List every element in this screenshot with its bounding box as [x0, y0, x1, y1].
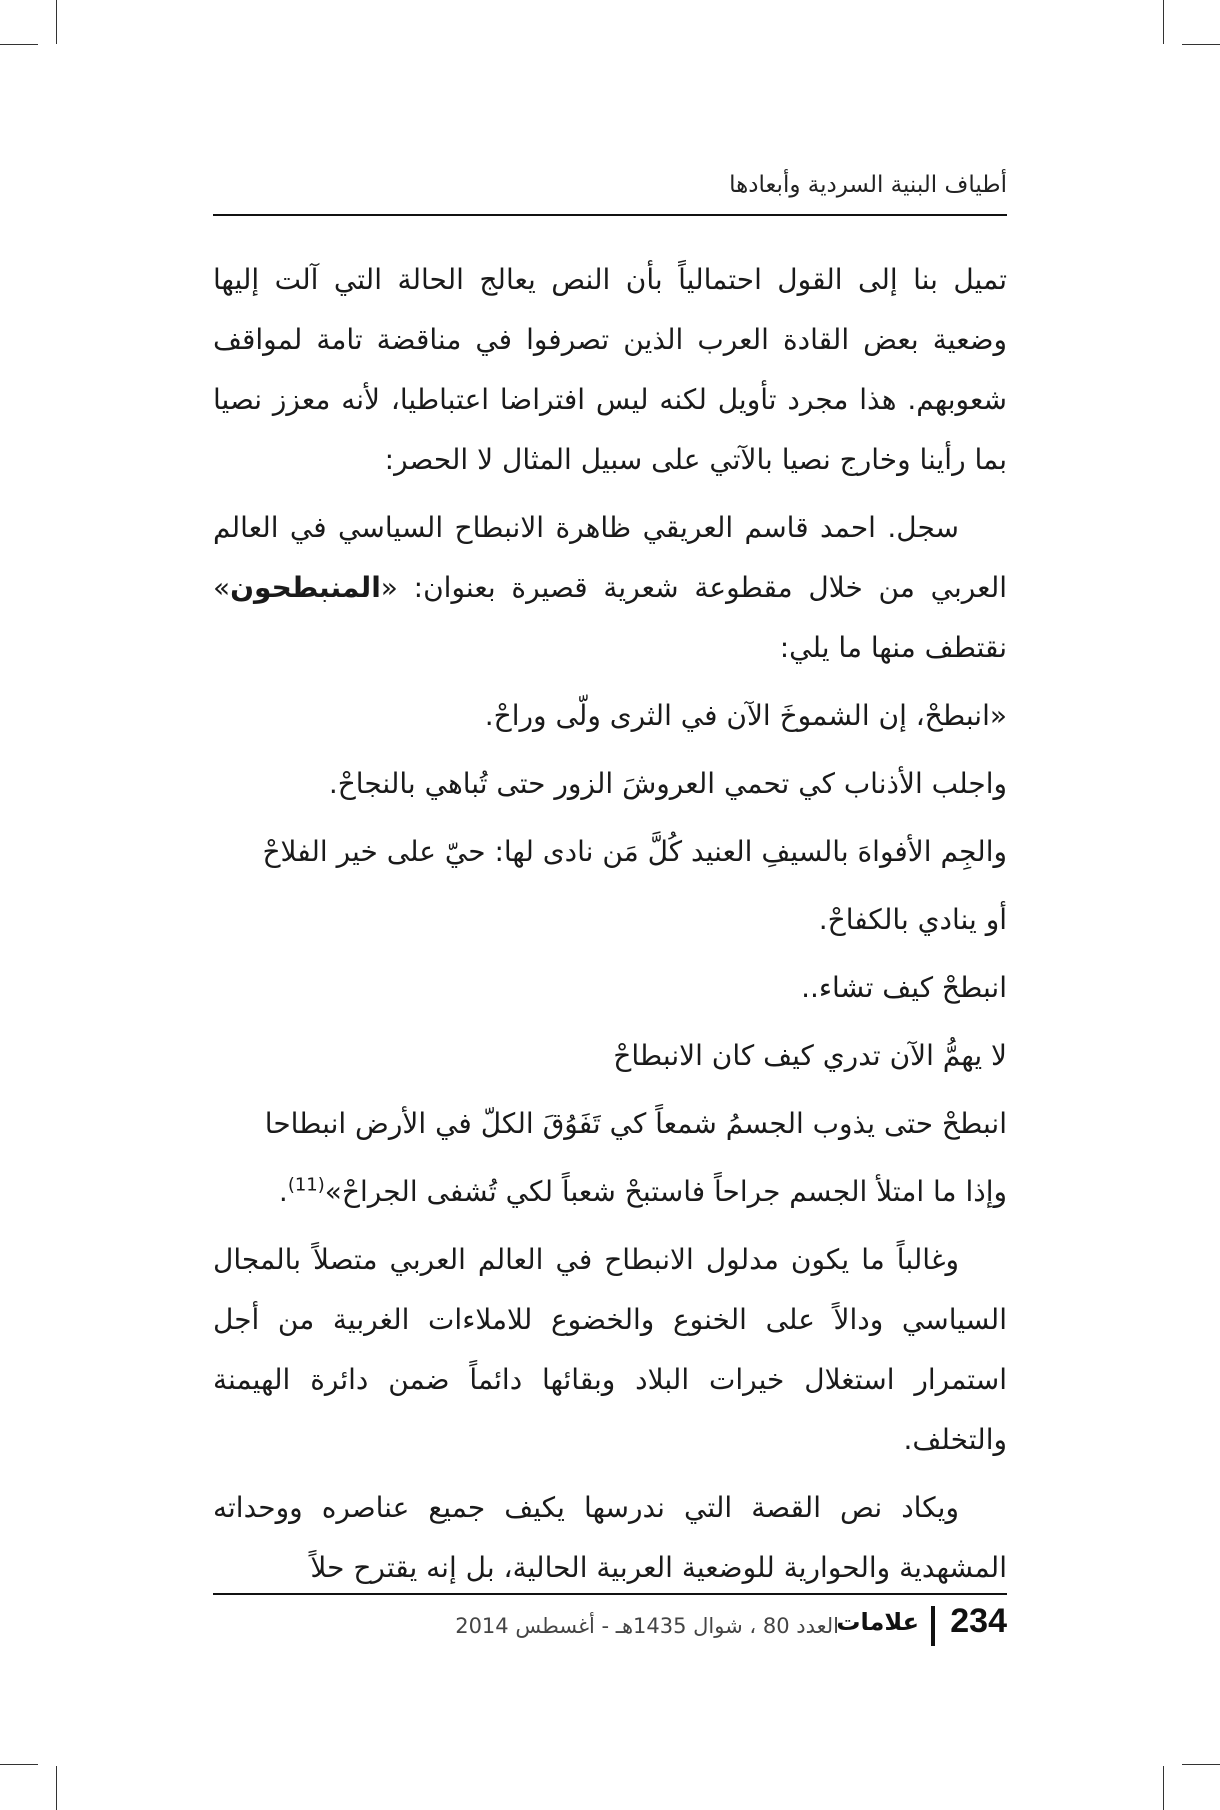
crop-mark [0, 44, 38, 45]
crop-mark [1182, 44, 1220, 45]
page-header [213, 168, 1007, 216]
poem-line: لا يهمُّ الآن تدري كيف كان الانبطاحْ [613, 1039, 1007, 1072]
page-number: 234 [950, 1602, 1007, 1640]
crop-mark [0, 1764, 38, 1765]
journal-logo: علامات [836, 1608, 919, 1636]
paragraph-text: سجل. احمد قاسم العريقي ظاهرة الانبطاح السياسي في العالم العربي من خلال مقطوعة شعرية قصيرة بعنوان: « [213, 511, 1007, 604]
crop-mark [1163, 0, 1164, 44]
running-title: أطياف البنية السردية وأبعادها [729, 172, 1007, 198]
poem-line: «انبطحْ، إن الشموخَ الآن في الثرى ولّى وراحْ. [484, 699, 1007, 732]
poem-line [213, 1162, 1007, 1222]
crop-mark [1163, 1766, 1164, 1810]
footer-rule [213, 1593, 1007, 1595]
poem-line: انبطحْ حتى يذوب الجسمُ شمعاً كي تَفَوُقَ الكلّ في الأرض انبطاحا [264, 1107, 1007, 1140]
paragraph-text: » نقتطف منها ما يلي: [213, 571, 1007, 664]
poem-line-text: وإذا ما امتلأ الجسم جراحاً فاستبحْ شعباً لكي تُشفى الجراحْ» [324, 1175, 1007, 1208]
poem-line: واجلب الأذناب كي تحمي العروشَ الزور حتى تُباهي بالنجاحْ. [328, 767, 1007, 800]
paragraph: وغالباً ما يكون مدلول الانبطاح في العالم العربي متصلاً بالمجال السياسي ودالاً على الخنوع والخضوع للاملاءات الغربية من أجل استمرار استغلال خيرات البلاد وبقائها دائماً ضمن دائرة الهيمنة والتخلف. [213, 1243, 1007, 1456]
paragraph [213, 498, 1007, 678]
main-text [213, 250, 1007, 1606]
issue-info: العدد 80 ، شوال 1435هـ - أغسطس 2014 [455, 1614, 839, 1638]
poem-line: والجِم الأفواهَ بالسيفِ العنيد كُلَّ مَن نادى لها: حيّ على خير الفلاحْ [262, 835, 1007, 868]
poem-end: . [278, 1175, 288, 1208]
footer-divider [931, 1606, 935, 1646]
poem-title: المنبطحون [230, 571, 381, 604]
crop-mark [1182, 1764, 1220, 1765]
paragraph: ويكاد نص القصة التي ندرسها يكيف جميع عناصره ووحداته المشهدية والحوارية للوضعية العربية الحالية، بل إنه يقترح حلاً [213, 1491, 1007, 1584]
crop-mark [56, 1766, 57, 1810]
footnote-ref: (11) [287, 1174, 325, 1196]
header-rule [213, 214, 1007, 216]
page-footer [213, 1600, 1007, 1656]
paragraph: تميل بنا إلى القول احتمالياً بأن النص يعالج الحالة التي آلت إليها وضعية بعض القادة العرب الذين تصرفوا في مناقضة تامة لمواقف شعوبهم. هذا مجرد تأويل لكنه ليس افتراضا اعتباطيا، لأنه معزز نصيا بما رأينا وخارج نصيا بالآتي على سبيل المثال لا الحصر: [213, 263, 1007, 476]
poem-line: انبطحْ كيف تشاء.. [801, 971, 1007, 1004]
crop-mark [56, 0, 57, 44]
poem-line: أو ينادي بالكفاحْ. [818, 903, 1007, 936]
